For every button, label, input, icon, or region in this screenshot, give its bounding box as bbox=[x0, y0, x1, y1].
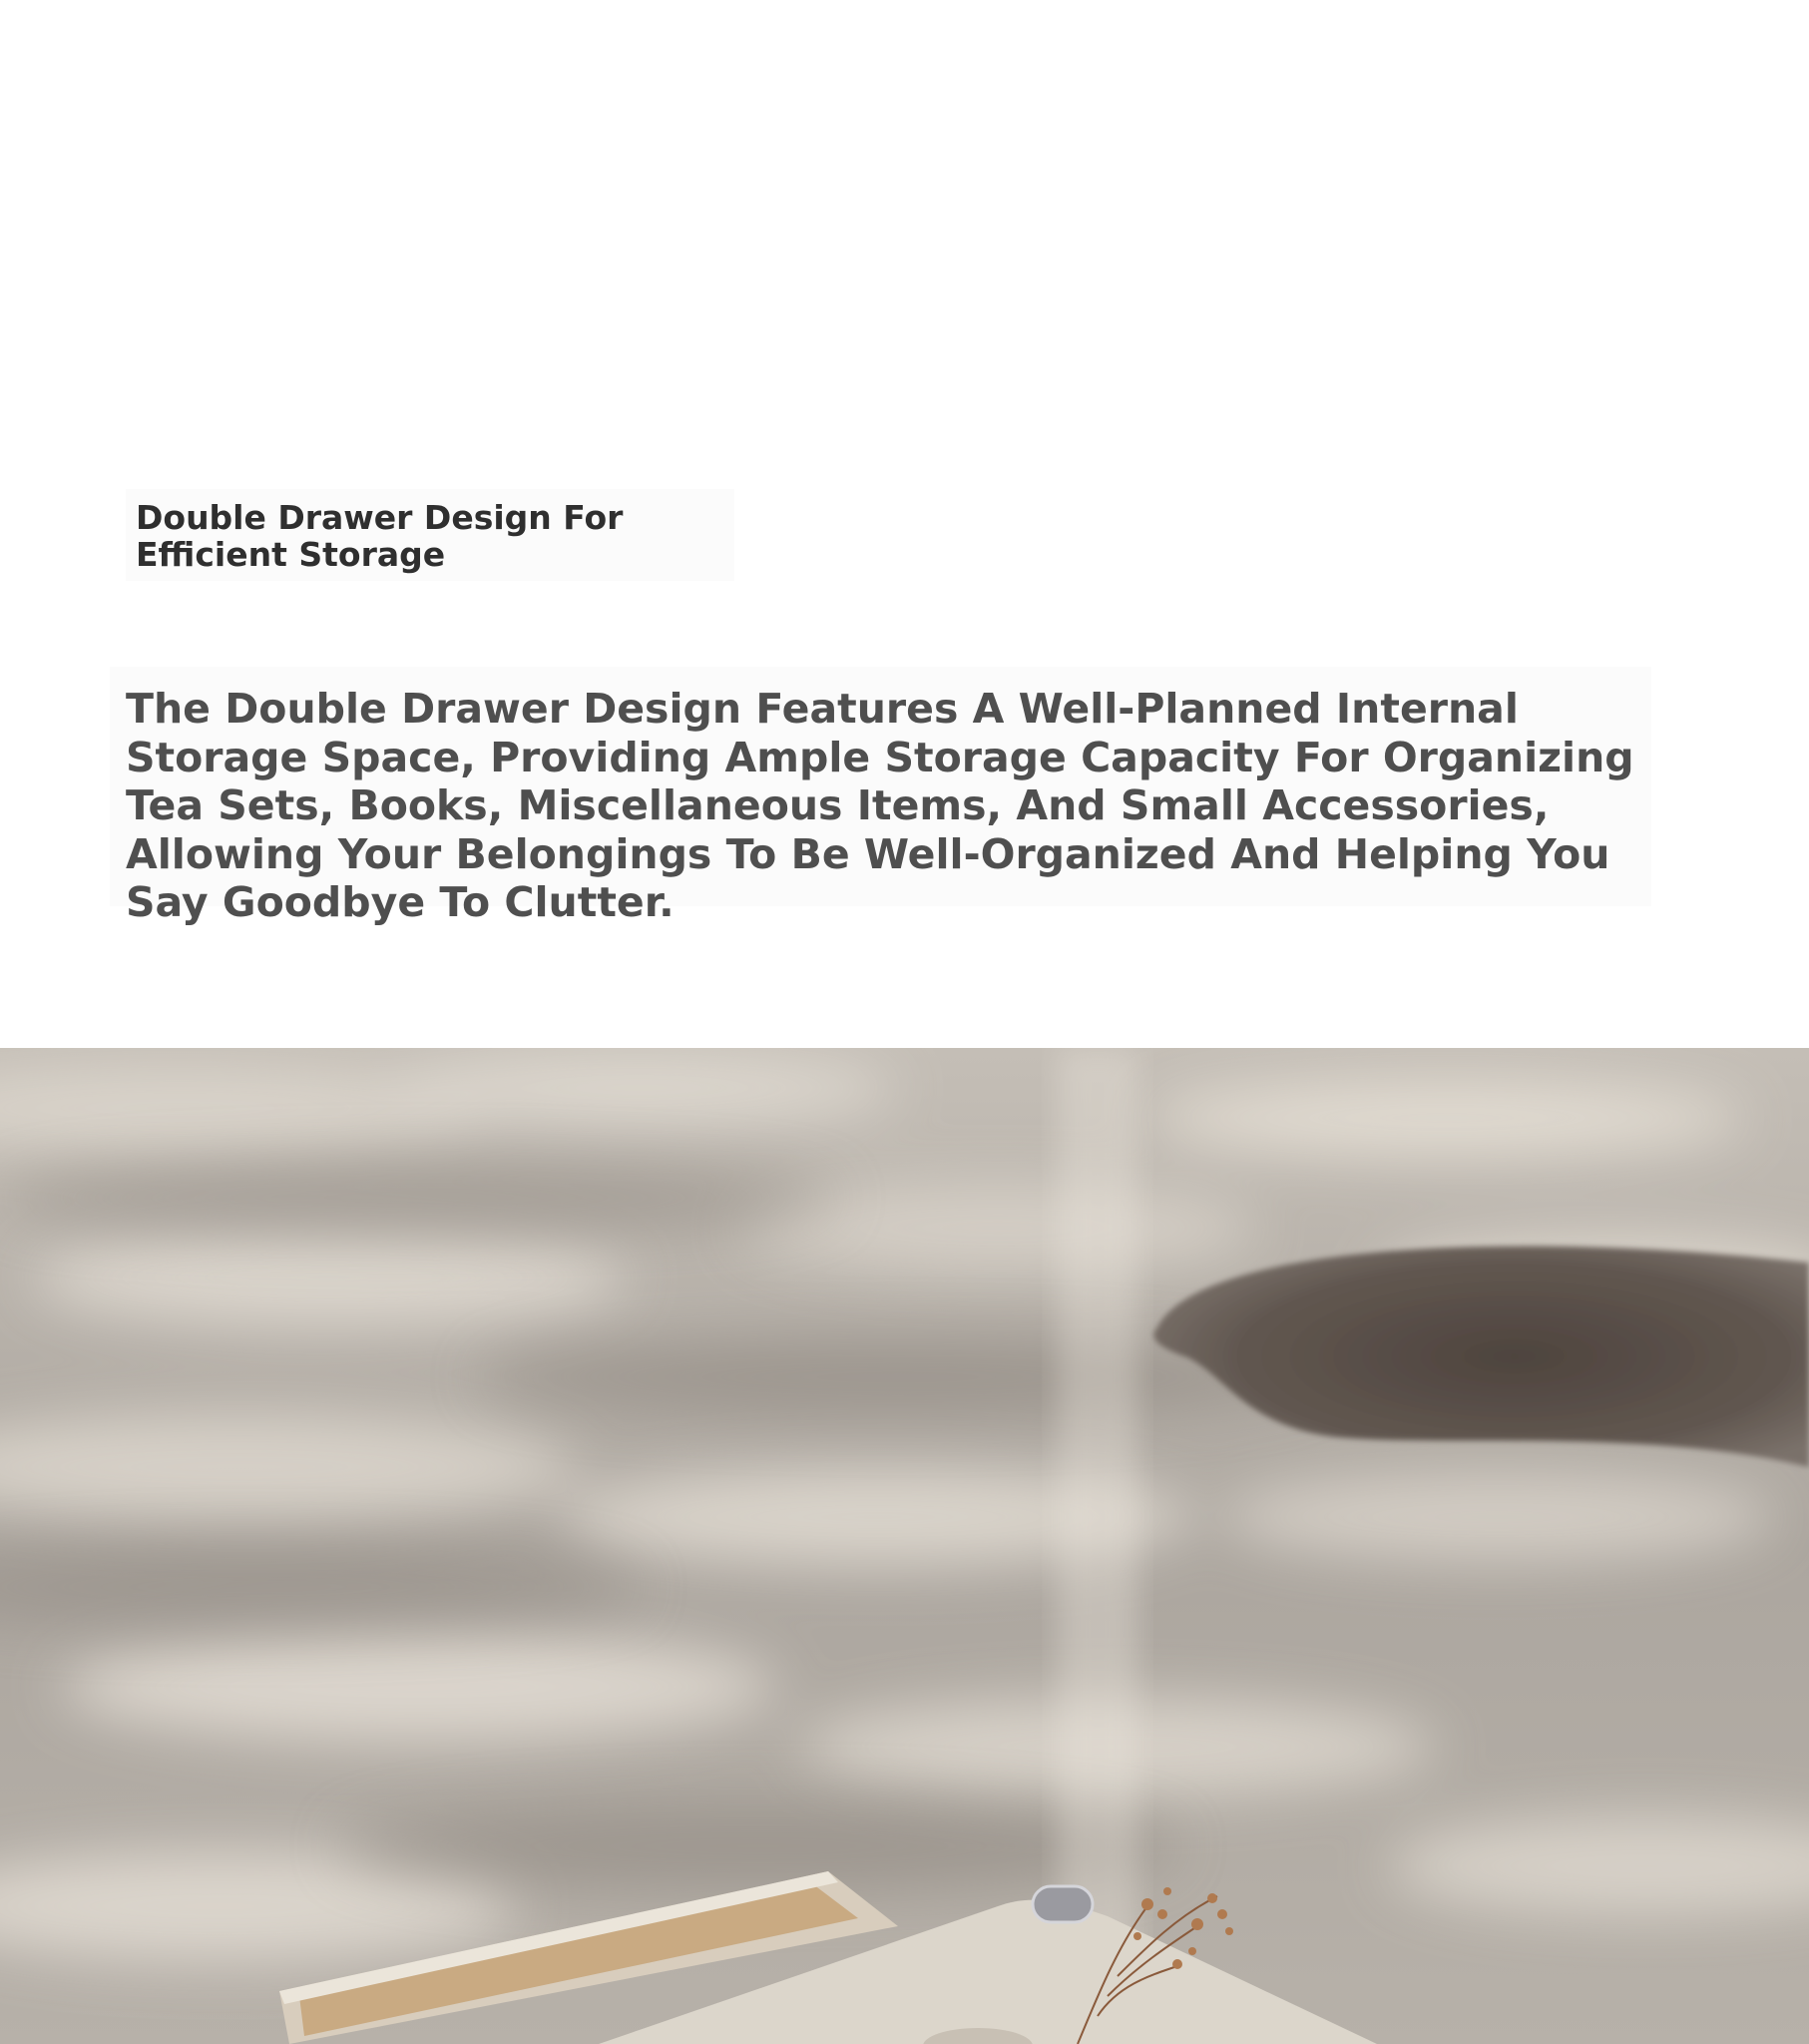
section-heading: Double Drawer Design For Efficient Storage bbox=[136, 498, 624, 574]
product-photo bbox=[0, 1048, 1809, 2044]
table-handle bbox=[1033, 1886, 1093, 1922]
description-text: The Double Drawer Design Features A Well-Planned Internal Storage Space, Providing Ample Storage Capacity For Organizing Tea Sets, Books, Miscellaneous Items, And Small Accessories, Allowing Your Belongings To Be Well-Organized And Helping You Say Goodbye To Clutter. bbox=[126, 685, 1634, 926]
section-heading-block bbox=[126, 489, 734, 581]
description-block bbox=[110, 667, 1651, 926]
